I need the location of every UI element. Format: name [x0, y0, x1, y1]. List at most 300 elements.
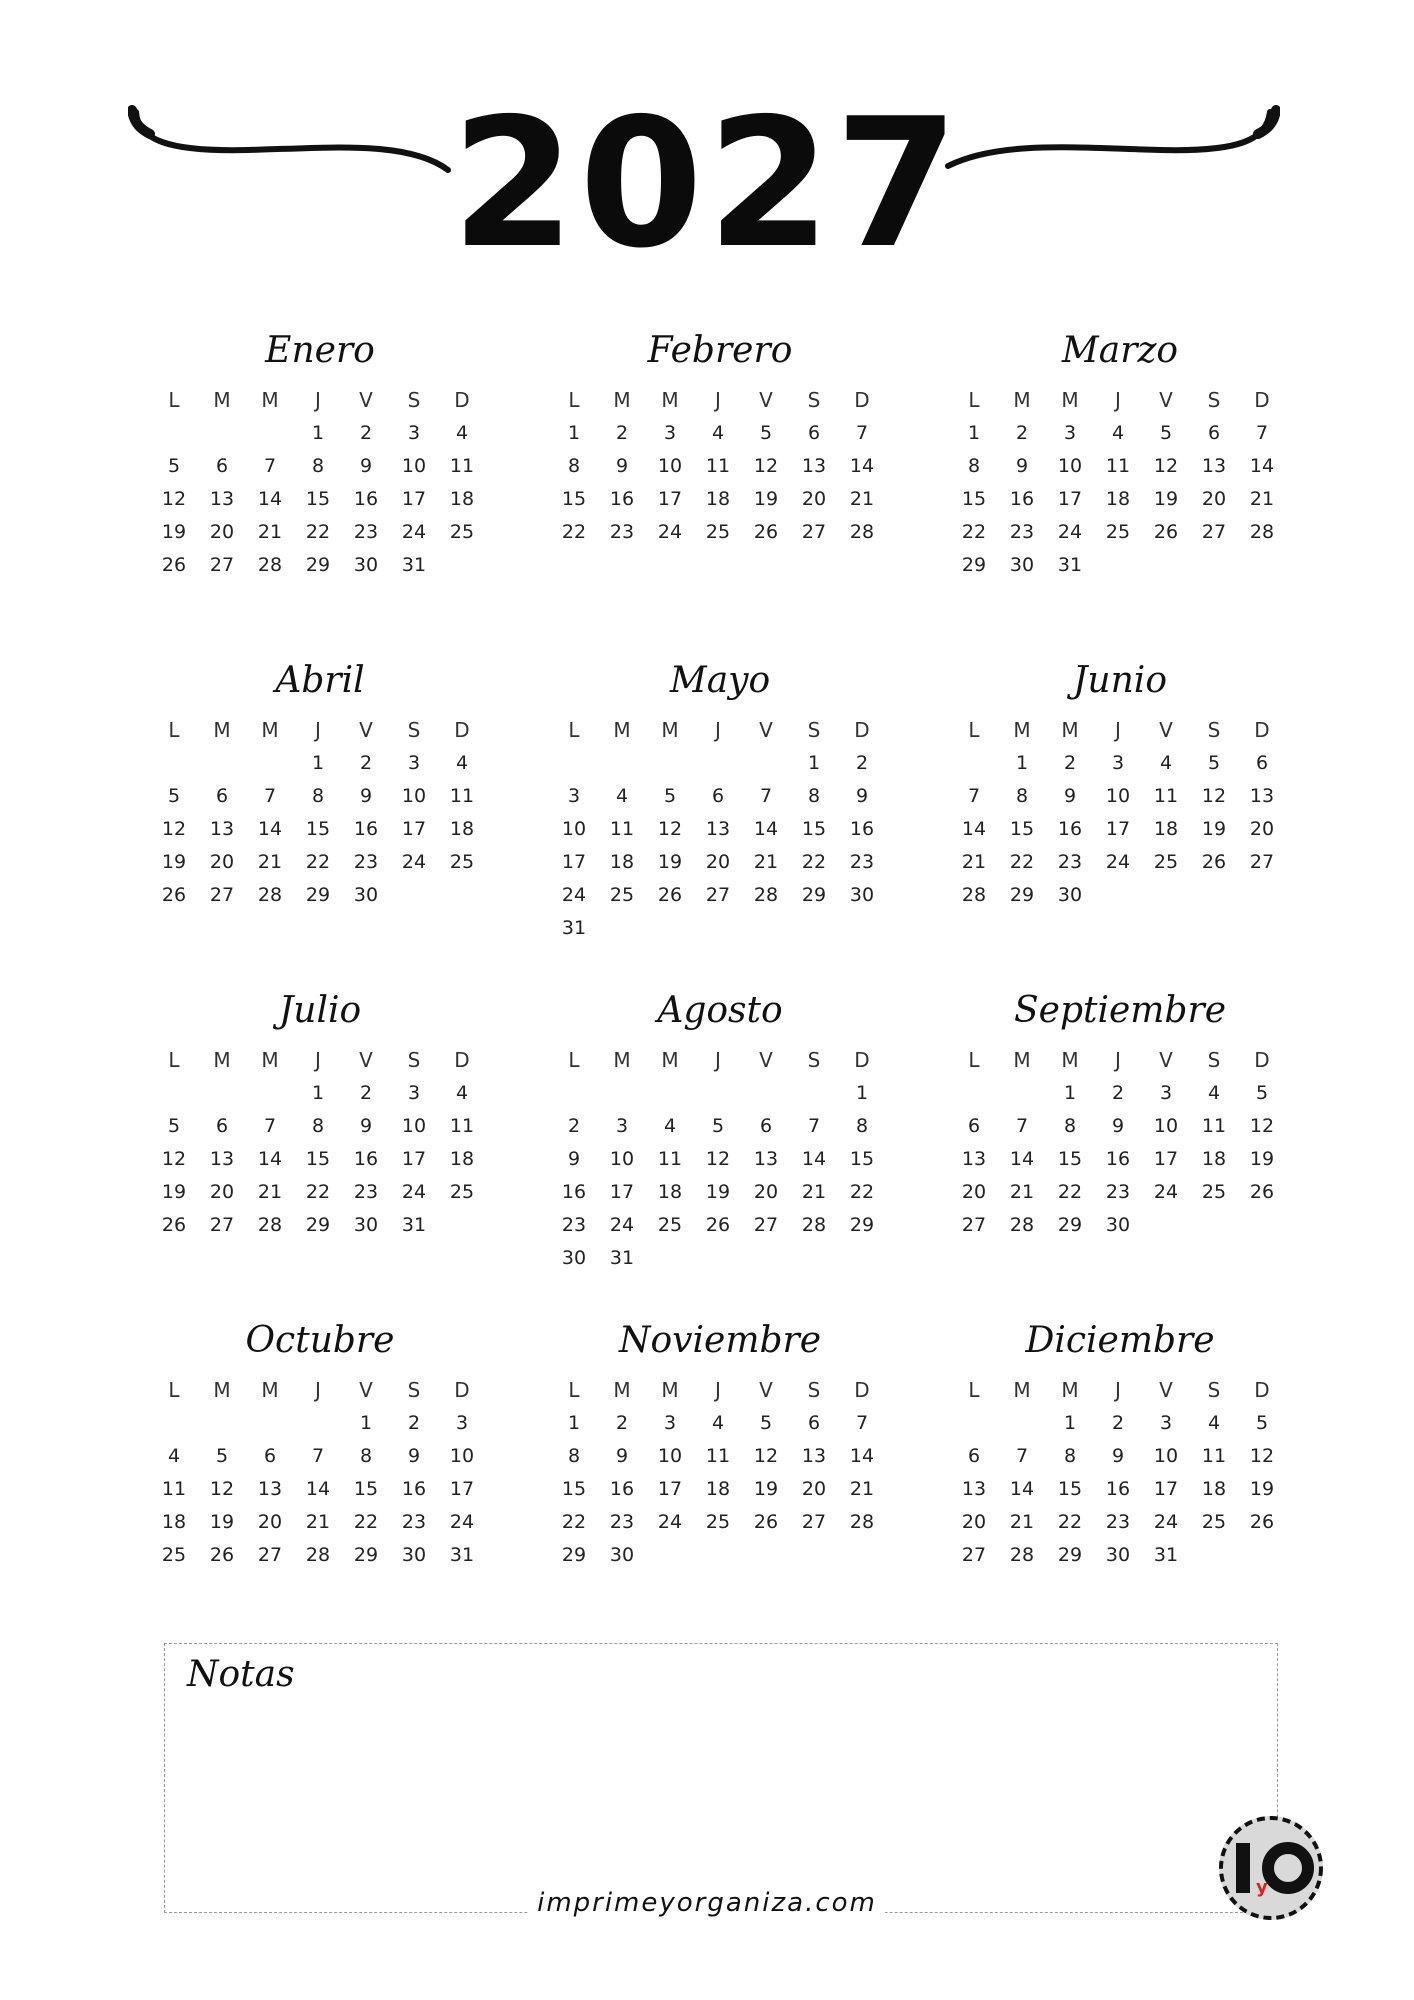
day-cell: 9 [1063, 784, 1077, 807]
month-junio [950, 655, 1290, 985]
day-cell: 6 [967, 1114, 981, 1137]
day-cell: 19 [1249, 1477, 1275, 1500]
day-cell: 11 [449, 454, 475, 477]
day-cell: 27 [961, 1213, 987, 1236]
weekday-header: J [315, 717, 321, 742]
day-cell: 14 [257, 487, 283, 510]
day-cell: 30 [1105, 1543, 1131, 1566]
day-cell: 10 [609, 1147, 635, 1170]
weekday-header: M [661, 1377, 679, 1402]
weekday-header: M [1061, 1377, 1079, 1402]
day-cell: 25 [449, 850, 475, 873]
day-cell: 12 [161, 1147, 187, 1170]
day-cell: 27 [257, 1543, 283, 1566]
day-cell: 20 [209, 1180, 235, 1203]
day-cell: 15 [305, 487, 331, 510]
day-cell: 22 [353, 1510, 379, 1533]
day-cell: 5 [167, 454, 181, 477]
day-cell: 25 [609, 883, 635, 906]
day-cell: 25 [657, 1213, 683, 1236]
weekday-header: V [759, 1047, 773, 1072]
day-cell: 9 [359, 784, 373, 807]
day-cell: 25 [161, 1543, 187, 1566]
day-cell: 14 [753, 817, 779, 840]
weekday-header: D [454, 387, 470, 412]
month-julio [150, 985, 490, 1315]
month-name: Marzo [1061, 330, 1179, 371]
day-cell: 16 [401, 1477, 427, 1500]
day-cell: 24 [449, 1510, 475, 1533]
day-cell: 24 [1153, 1180, 1179, 1203]
day-cell: 11 [705, 1444, 731, 1467]
weekday-header: D [854, 1047, 870, 1072]
weekday-header: M [213, 1047, 231, 1072]
day-cell: 4 [1159, 751, 1173, 774]
day-cell: 30 [849, 883, 875, 906]
day-cell: 15 [561, 487, 587, 510]
weekday-header: M [213, 717, 231, 742]
weekday-header: L [568, 387, 580, 412]
day-cell: 3 [407, 1081, 421, 1104]
day-cell: 16 [849, 817, 875, 840]
day-cell: 26 [705, 1213, 731, 1236]
day-cell: 28 [849, 1510, 875, 1533]
month-day-grid [150, 713, 490, 911]
day-cell: 7 [967, 784, 981, 807]
day-cell: 14 [849, 454, 875, 477]
day-cell: 29 [305, 553, 331, 576]
weekday-header: M [1013, 1047, 1031, 1072]
weekday-header: M [1013, 1377, 1031, 1402]
day-cell: 4 [711, 421, 725, 444]
day-cell: 8 [567, 454, 581, 477]
weekday-header: M [261, 387, 279, 412]
day-cell: 18 [705, 1477, 731, 1500]
day-cell: 11 [449, 1114, 475, 1137]
day-cell: 3 [663, 1411, 677, 1434]
day-cell: 13 [961, 1147, 987, 1170]
day-cell: 15 [801, 817, 827, 840]
day-cell: 27 [961, 1543, 987, 1566]
day-cell: 15 [1057, 1147, 1083, 1170]
day-cell: 12 [1249, 1114, 1275, 1137]
day-cell: 31 [1057, 553, 1083, 576]
day-cell: 15 [1057, 1477, 1083, 1500]
day-cell: 18 [449, 487, 475, 510]
day-cell: 26 [753, 1510, 779, 1533]
day-cell: 30 [1105, 1213, 1131, 1236]
month-agosto [550, 985, 890, 1315]
weekday-header: M [1061, 1047, 1079, 1072]
day-cell: 12 [161, 487, 187, 510]
day-cell: 16 [353, 1147, 379, 1170]
day-cell: 12 [1201, 784, 1227, 807]
day-cell: 1 [855, 1081, 869, 1104]
month-day-grid [150, 383, 490, 581]
weekday-header: M [661, 1047, 679, 1072]
month-octubre [150, 1315, 490, 1645]
day-cell: 11 [1201, 1114, 1227, 1137]
day-cell: 14 [961, 817, 987, 840]
weekday-header: M [661, 717, 679, 742]
day-cell: 12 [657, 817, 683, 840]
day-cell: 15 [561, 1477, 587, 1500]
day-cell: 8 [359, 1444, 373, 1467]
day-cell: 17 [1105, 817, 1131, 840]
day-cell: 29 [1057, 1213, 1083, 1236]
weekday-header: M [261, 1377, 279, 1402]
day-cell: 6 [215, 1114, 229, 1137]
day-cell: 14 [801, 1147, 827, 1170]
month-septiembre [950, 985, 1290, 1315]
day-cell: 22 [305, 1180, 331, 1203]
month-day-grid [550, 383, 890, 548]
day-cell: 17 [401, 817, 427, 840]
day-cell: 18 [449, 817, 475, 840]
day-cell: 6 [215, 454, 229, 477]
day-cell: 11 [657, 1147, 683, 1170]
weekday-header: J [315, 387, 321, 412]
weekday-header: L [568, 1047, 580, 1072]
day-cell: 24 [1153, 1510, 1179, 1533]
notes-label: Notas [187, 1654, 295, 1695]
weekday-header: V [759, 387, 773, 412]
day-cell: 30 [1057, 883, 1083, 906]
day-cell: 4 [615, 784, 629, 807]
day-cell: 29 [801, 883, 827, 906]
month-febrero [550, 325, 890, 655]
day-cell: 8 [1015, 784, 1029, 807]
day-cell: 6 [263, 1444, 277, 1467]
weekday-header: L [568, 1377, 580, 1402]
day-cell: 30 [353, 883, 379, 906]
day-cell: 12 [161, 817, 187, 840]
day-cell: 3 [1159, 1081, 1173, 1104]
day-cell: 17 [449, 1477, 475, 1500]
day-cell: 10 [1153, 1444, 1179, 1467]
day-cell: 13 [209, 817, 235, 840]
month-name: Junio [1073, 660, 1167, 701]
day-cell: 14 [1249, 454, 1275, 477]
day-cell: 6 [807, 1411, 821, 1434]
weekday-header: V [1159, 1047, 1173, 1072]
day-cell: 18 [161, 1510, 187, 1533]
day-cell: 8 [567, 1444, 581, 1467]
day-cell: 25 [705, 1510, 731, 1533]
year-title: 2027 [451, 80, 963, 287]
weekday-header: S [407, 1377, 421, 1402]
day-cell: 14 [1009, 1477, 1035, 1500]
weekday-header: V [359, 387, 373, 412]
month-name: Diciembre [1025, 1320, 1215, 1361]
day-cell: 21 [801, 1180, 827, 1203]
day-cell: 19 [209, 1510, 235, 1533]
weekday-header: S [407, 1047, 421, 1072]
day-cell: 5 [167, 784, 181, 807]
weekday-header: J [715, 717, 721, 742]
day-cell: 13 [1201, 454, 1227, 477]
day-cell: 5 [1255, 1081, 1269, 1104]
day-cell: 6 [711, 784, 725, 807]
day-cell: 26 [1249, 1180, 1275, 1203]
brand-logo [1216, 1813, 1326, 1923]
day-cell: 13 [961, 1477, 987, 1500]
day-cell: 19 [705, 1180, 731, 1203]
weekday-header: M [261, 1047, 279, 1072]
weekday-header: M [1013, 387, 1031, 412]
day-cell: 24 [561, 883, 587, 906]
month-name: Mayo [669, 660, 771, 701]
day-cell: 2 [359, 421, 373, 444]
day-cell: 19 [161, 1180, 187, 1203]
day-cell: 16 [353, 817, 379, 840]
day-cell: 19 [161, 850, 187, 873]
day-cell: 30 [353, 1213, 379, 1236]
month-abril [150, 655, 490, 985]
day-cell: 17 [401, 487, 427, 510]
weekday-header: J [315, 1377, 321, 1402]
day-cell: 16 [1105, 1147, 1131, 1170]
day-cell: 16 [609, 1477, 635, 1500]
weekday-header: D [854, 1377, 870, 1402]
day-cell: 27 [753, 1213, 779, 1236]
day-cell: 21 [1009, 1510, 1035, 1533]
weekday-header: M [613, 1377, 631, 1402]
day-cell: 20 [801, 1477, 827, 1500]
day-cell: 7 [807, 1114, 821, 1137]
day-cell: 31 [449, 1543, 475, 1566]
day-cell: 3 [407, 421, 421, 444]
day-cell: 19 [753, 487, 779, 510]
day-cell: 4 [663, 1114, 677, 1137]
day-cell: 7 [1255, 421, 1269, 444]
day-cell: 22 [305, 520, 331, 543]
weekday-header: S [807, 717, 821, 742]
day-cell: 11 [449, 784, 475, 807]
day-cell: 20 [961, 1180, 987, 1203]
day-cell: 2 [855, 751, 869, 774]
weekday-header: J [315, 1047, 321, 1072]
day-cell: 26 [161, 1213, 187, 1236]
day-cell: 4 [1207, 1081, 1221, 1104]
weekday-header: D [1254, 1047, 1270, 1072]
weekday-header: M [261, 717, 279, 742]
day-cell: 2 [1063, 751, 1077, 774]
weekday-header: J [715, 1377, 721, 1402]
day-cell: 27 [705, 883, 731, 906]
day-cell: 2 [615, 421, 629, 444]
day-cell: 12 [1153, 454, 1179, 477]
day-cell: 20 [801, 487, 827, 510]
day-cell: 24 [401, 1180, 427, 1203]
day-cell: 28 [257, 883, 283, 906]
day-cell: 24 [609, 1213, 635, 1236]
weekday-header: L [168, 1377, 180, 1402]
day-cell: 3 [1063, 421, 1077, 444]
day-cell: 13 [753, 1147, 779, 1170]
day-cell: 26 [1201, 850, 1227, 873]
weekday-header: L [168, 387, 180, 412]
day-cell: 23 [401, 1510, 427, 1533]
day-cell: 15 [1009, 817, 1035, 840]
day-cell: 23 [849, 850, 875, 873]
day-cell: 2 [359, 751, 373, 774]
day-cell: 1 [311, 751, 325, 774]
day-cell: 5 [759, 1411, 773, 1434]
day-cell: 20 [753, 1180, 779, 1203]
day-cell: 30 [609, 1543, 635, 1566]
weekday-header: V [359, 1377, 373, 1402]
day-cell: 29 [1009, 883, 1035, 906]
day-cell: 22 [801, 850, 827, 873]
month-name: Noviembre [618, 1320, 822, 1361]
day-cell: 17 [1153, 1477, 1179, 1500]
day-cell: 12 [753, 1444, 779, 1467]
day-cell: 18 [1153, 817, 1179, 840]
day-cell: 23 [353, 1180, 379, 1203]
day-cell: 4 [455, 421, 469, 444]
day-cell: 31 [609, 1246, 635, 1269]
day-cell: 3 [663, 421, 677, 444]
month-day-grid [150, 1373, 490, 1571]
day-cell: 5 [167, 1114, 181, 1137]
day-cell: 26 [161, 553, 187, 576]
month-day-grid [950, 383, 1290, 581]
month-day-grid [550, 713, 890, 944]
day-cell: 15 [353, 1477, 379, 1500]
day-cell: 13 [1249, 784, 1275, 807]
day-cell: 3 [1111, 751, 1125, 774]
day-cell: 10 [449, 1444, 475, 1467]
day-cell: 4 [455, 751, 469, 774]
day-cell: 9 [615, 1444, 629, 1467]
day-cell: 17 [401, 1147, 427, 1170]
day-cell: 8 [855, 1114, 869, 1137]
months-grid [150, 325, 1290, 1645]
day-cell: 12 [705, 1147, 731, 1170]
day-cell: 19 [1153, 487, 1179, 510]
day-cell: 18 [1105, 487, 1131, 510]
day-cell: 9 [359, 454, 373, 477]
day-cell: 27 [209, 1213, 235, 1236]
month-noviembre [550, 1315, 890, 1645]
day-cell: 16 [561, 1180, 587, 1203]
day-cell: 10 [1057, 454, 1083, 477]
day-cell: 19 [1201, 817, 1227, 840]
day-cell: 20 [209, 850, 235, 873]
day-cell: 18 [657, 1180, 683, 1203]
day-cell: 27 [801, 1510, 827, 1533]
day-cell: 11 [705, 454, 731, 477]
day-cell: 7 [1015, 1444, 1029, 1467]
month-day-grid [950, 1043, 1290, 1241]
day-cell: 30 [561, 1246, 587, 1269]
day-cell: 20 [1249, 817, 1275, 840]
weekday-header: S [1207, 387, 1221, 412]
day-cell: 22 [561, 1510, 587, 1533]
day-cell: 9 [615, 454, 629, 477]
day-cell: 14 [849, 1444, 875, 1467]
day-cell: 10 [401, 1114, 427, 1137]
day-cell: 17 [561, 850, 587, 873]
day-cell: 10 [561, 817, 587, 840]
day-cell: 19 [657, 850, 683, 873]
day-cell: 25 [705, 520, 731, 543]
month-name: Agosto [657, 990, 783, 1031]
notes-box [164, 1643, 1278, 1913]
day-cell: 23 [1009, 520, 1035, 543]
weekday-header: V [759, 717, 773, 742]
day-cell: 28 [1249, 520, 1275, 543]
day-cell: 23 [353, 520, 379, 543]
day-cell: 23 [609, 520, 635, 543]
day-cell: 13 [705, 817, 731, 840]
day-cell: 21 [753, 850, 779, 873]
day-cell: 27 [801, 520, 827, 543]
day-cell: 16 [1105, 1477, 1131, 1500]
weekday-header: J [715, 1047, 721, 1072]
day-cell: 1 [1015, 751, 1029, 774]
day-cell: 27 [1201, 520, 1227, 543]
weekday-header: L [968, 717, 980, 742]
day-cell: 28 [257, 553, 283, 576]
day-cell: 26 [161, 883, 187, 906]
day-cell: 6 [1207, 421, 1221, 444]
day-cell: 27 [1249, 850, 1275, 873]
weekday-header: D [854, 717, 870, 742]
day-cell: 4 [1111, 421, 1125, 444]
day-cell: 1 [967, 421, 981, 444]
day-cell: 13 [209, 487, 235, 510]
day-cell: 14 [1009, 1147, 1035, 1170]
weekday-header: M [613, 1047, 631, 1072]
day-cell: 21 [849, 487, 875, 510]
weekday-header: V [359, 717, 373, 742]
day-cell: 2 [1111, 1411, 1125, 1434]
day-cell: 24 [1105, 850, 1131, 873]
day-cell: 14 [257, 1147, 283, 1170]
day-cell: 9 [407, 1444, 421, 1467]
day-cell: 5 [711, 1114, 725, 1137]
day-cell: 8 [967, 454, 981, 477]
day-cell: 11 [161, 1477, 187, 1500]
weekday-header: S [1207, 717, 1221, 742]
day-cell: 8 [807, 784, 821, 807]
month-name: Enero [265, 330, 375, 371]
day-cell: 9 [1111, 1444, 1125, 1467]
day-cell: 10 [657, 454, 683, 477]
day-cell: 7 [311, 1444, 325, 1467]
day-cell: 22 [561, 520, 587, 543]
day-cell: 4 [455, 1081, 469, 1104]
day-cell: 8 [311, 1114, 325, 1137]
day-cell: 22 [305, 850, 331, 873]
day-cell: 1 [567, 1411, 581, 1434]
day-cell: 7 [263, 1114, 277, 1137]
month-day-grid [150, 1043, 490, 1241]
day-cell: 14 [257, 817, 283, 840]
day-cell: 15 [305, 817, 331, 840]
month-mayo [550, 655, 890, 985]
day-cell: 17 [609, 1180, 635, 1203]
day-cell: 5 [215, 1444, 229, 1467]
day-cell: 22 [1057, 1510, 1083, 1533]
day-cell: 17 [1153, 1147, 1179, 1170]
day-cell: 18 [705, 487, 731, 510]
day-cell: 21 [257, 520, 283, 543]
day-cell: 3 [567, 784, 581, 807]
day-cell: 19 [1249, 1147, 1275, 1170]
